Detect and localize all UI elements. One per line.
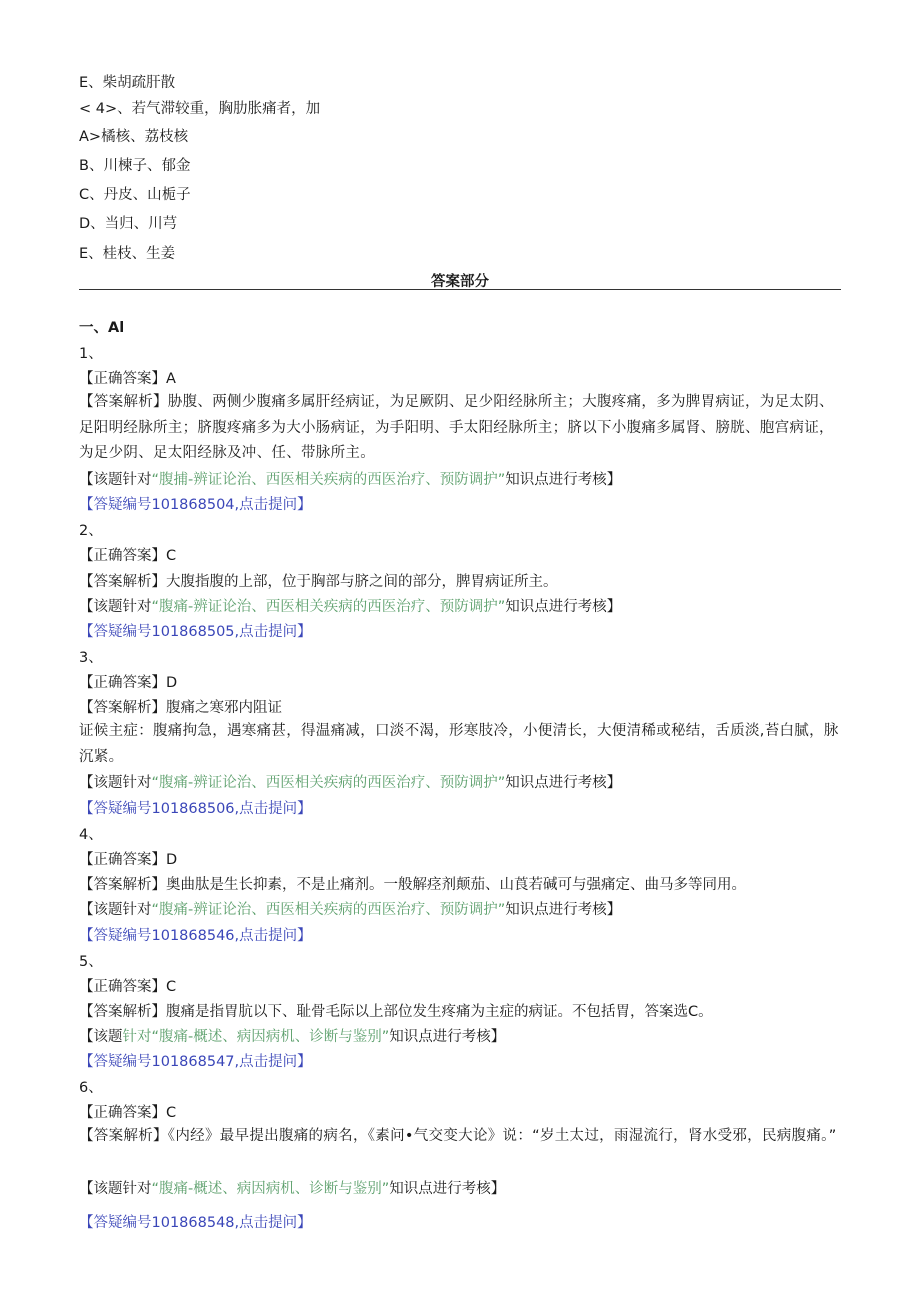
answer-5-knowledge-point: [79, 1027, 505, 1047]
answer-3-query-link[interactable]: 【答疑编号101868506,点击提问】: [79, 801, 312, 817]
answer-section-title: 答案部分: [431, 274, 489, 290]
question-4: < 4>、若气滞较重，胸肋胀痛者，加: [79, 101, 321, 117]
option-e-top: E、柴胡疏肝散: [79, 75, 176, 91]
kp-prefix: 【该题针对: [79, 775, 152, 791]
kp-prefix: 【该题: [79, 1029, 123, 1045]
answer-5-analysis: 【答案解析】腹痛是指胃肮以下、耻骨毛际以上部位发生疼痛为主症的病证。不包括胃，答案选C。: [79, 1004, 713, 1020]
section-heading: 一、Al: [79, 320, 125, 336]
answer-5-number: 5、: [79, 954, 103, 970]
kp-suffix: 知识点进行考核】: [505, 472, 622, 488]
answer-6-analysis: 【答案解析】《内经》最早提出腹痛的病名，《素问•气交变大论》说：“岁土太过，雨湿流行，肾水受邪，民病腹痛。”: [79, 1128, 837, 1144]
answer-2-number: 2、: [79, 523, 103, 539]
answer-6-query-link[interactable]: 【答疑编号101868548,点击提问】: [79, 1215, 312, 1231]
answer-4-number: 4、: [79, 827, 103, 843]
answer-6-number: 6、: [79, 1080, 103, 1096]
answer-5-correct: 【正确答案】C: [79, 979, 177, 995]
kp-topic: “腹捕-辨证论治、西医相关疾病的西医治疗、预防调护”: [151, 472, 506, 488]
answer-3-correct: 【正确答案】D: [79, 675, 178, 691]
answer-5-query-link[interactable]: 【答疑编号101868547,点击提问】: [79, 1054, 312, 1070]
kp-prefix: 【该题针对: [79, 472, 152, 488]
answer-3-knowledge-point: [79, 773, 621, 793]
option-e: E、桂枝、生姜: [79, 246, 176, 262]
kp-prefix: 【该题针对: [79, 599, 152, 615]
kp-suffix: 知识点进行考核】: [505, 775, 622, 791]
kp-prefix: 【该题针对: [79, 902, 152, 918]
section-divider: [79, 289, 841, 290]
kp-suffix: 知识点进行考核】: [389, 1029, 506, 1045]
answer-2-analysis: 【答案解析】大腹指腹的上部，位于胸部与脐之间的部分，脾胃病证所主。: [79, 574, 558, 590]
answer-3-number: 3、: [79, 650, 103, 666]
kp-topic: “腹痛-辨证论治、西医相关疾病的西医治疗、预防调护”: [151, 902, 506, 918]
answer-4-query-link[interactable]: 【答疑编号101868546,点击提问】: [79, 928, 312, 944]
kp-suffix: 知识点进行考核】: [505, 599, 622, 615]
kp-suffix: 知识点进行考核】: [389, 1181, 506, 1197]
answer-6-correct: 【正确答案】C: [79, 1105, 177, 1121]
answer-1-number: 1、: [79, 346, 103, 362]
option-b: B、川楝子、郁金: [79, 158, 191, 174]
answer-1-analysis: 【答案解析】胁腹、两侧少腹痛多属肝经病证，为足厥阴、足少阳经脉所主；大腹疼痛，多为脾胃病证，为足太阴、足阳明经脉所主；脐腹疼痛多为大小肠病证，为手阳明、手太阳经脉所主；脐以下小腹痛多属肾、膀胱、胞宫病证，为足少阴、足太阳经脉及冲、任、带脉所主。: [79, 394, 834, 461]
option-c: C、丹皮、山栀子: [79, 187, 191, 203]
kp-topic: “腹痛-概述、病因病机、诊断与鉴别”: [151, 1181, 390, 1197]
kp-topic: “腹痛-辨证论治、西医相关疾病的西医治疗、预防调护”: [151, 599, 506, 615]
kp-topic: “腹痛-辨证论治、西医相关疾病的西医治疗、预防调护”: [151, 775, 506, 791]
kp-topic: 针对“腹痛-概述、病因病机、诊断与鉴别”: [122, 1029, 390, 1045]
kp-suffix: 知识点进行考核】: [505, 902, 622, 918]
answer-1-knowledge-point: [79, 470, 621, 490]
answer-6-knowledge-point: [79, 1179, 505, 1199]
kp-prefix: 【该题针对: [79, 1181, 152, 1197]
option-d: D、当归、川芎: [79, 216, 178, 232]
answer-2-correct: 【正确答案】C: [79, 548, 177, 564]
answer-4-analysis: 【答案解析】奥曲肽是生长抑素，不是止痛剂。一般解痉剂颠茄、山莨若碱可与强痛定、曲马多等同用。: [79, 877, 746, 893]
answer-4-correct: 【正确答案】D: [79, 852, 178, 868]
option-a: A>橘核、荔枝核: [79, 129, 189, 145]
answer-2-knowledge-point: [79, 597, 621, 617]
answer-3-analysis: 【答案解析】腹痛之寒邪内阻证: [79, 700, 282, 716]
answer-3-symptoms: 证候主症：腹痛拘急，遇寒痛甚，得温痛减，口淡不渴，形寒肢冷，小便清长，大便清稀或秘结，舌质淡,苔白腻，脉沉紧。: [79, 723, 839, 765]
answer-2-query-link[interactable]: 【答疑编号101868505,点击提问】: [79, 624, 312, 640]
answer-1-query-link[interactable]: 【答疑编号101868504,点击提问】: [79, 497, 312, 513]
answer-4-knowledge-point: [79, 900, 621, 920]
answer-1-correct: 【正确答案】A: [79, 371, 176, 387]
